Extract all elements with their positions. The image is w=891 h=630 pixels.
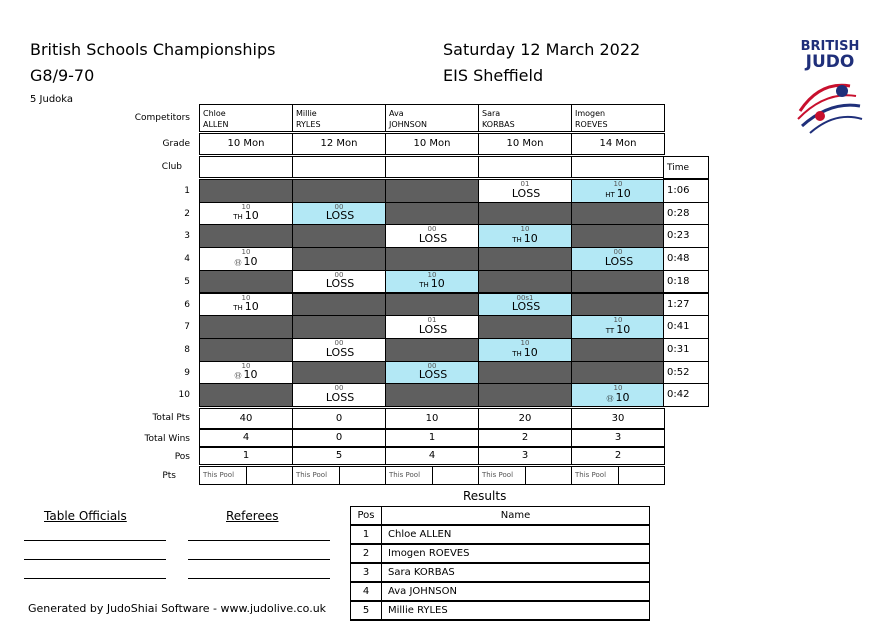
- bout-score: 00: [334, 270, 344, 279]
- bout-empty-cell: [292, 361, 386, 385]
- bout-result: [479, 300, 571, 315]
- signature-line: [188, 540, 330, 541]
- club-cell: [385, 156, 479, 178]
- bout-empty-cell: [199, 315, 293, 339]
- bout-result-cell: [571, 315, 665, 339]
- bout-empty-cell: [385, 202, 479, 226]
- competitor-name-cell: [199, 104, 293, 132]
- bout-number: 4: [184, 254, 190, 265]
- label-competitors: Competitors: [134, 113, 190, 123]
- referees-label: Referees: [226, 509, 279, 523]
- bout-result-cell: [385, 315, 479, 339]
- results-name: Ava JOHNSON: [381, 582, 650, 601]
- bout-score: 01: [520, 180, 530, 188]
- bout-score: 00: [427, 361, 437, 370]
- bout-score: 01: [427, 316, 437, 325]
- results-pos: 3: [350, 563, 382, 582]
- bout-score: 10: [427, 270, 437, 279]
- result-text: LOSS: [418, 232, 448, 246]
- bout-result-cell: [478, 338, 572, 362]
- competitor-first-name: Sara: [482, 109, 501, 118]
- signature-line: [188, 559, 330, 560]
- competitor-first-name: Chloe: [203, 109, 226, 118]
- grade-cell: 14 Mon: [571, 133, 665, 155]
- bout-score: 00: [334, 202, 344, 211]
- bout-result: [386, 323, 478, 338]
- bout-score: 10: [613, 180, 623, 188]
- bout-empty-cell: [478, 202, 572, 226]
- this-pool-label: This Pool: [203, 471, 235, 479]
- pool-points-divider: [246, 467, 247, 484]
- technique-code: TH: [233, 304, 243, 313]
- technique-code: TH: [419, 281, 429, 290]
- bout-time: 1:06: [663, 179, 709, 203]
- summary-cell: 2: [478, 429, 572, 447]
- result-text: 10: [616, 186, 631, 200]
- result-text: LOSS: [325, 209, 355, 223]
- result-text: 10: [244, 300, 259, 314]
- bout-result: [479, 346, 571, 361]
- bout-empty-cell: [478, 315, 572, 339]
- signature-line: [24, 559, 166, 560]
- bout-score: 00: [613, 248, 623, 257]
- bout-empty-cell: [385, 247, 479, 271]
- bout-result: [293, 346, 385, 361]
- pool-points-divider: [339, 467, 340, 484]
- bout-result-cell: [385, 361, 479, 385]
- pool-points-cell: [385, 466, 479, 485]
- bout-result: [293, 391, 385, 406]
- bout-result: [572, 255, 664, 270]
- technique-code: TH: [233, 213, 243, 222]
- bout-number: 3: [184, 231, 190, 242]
- bout-empty-cell: [199, 270, 293, 294]
- bout-result-cell: [385, 270, 479, 294]
- bout-result-cell: [571, 179, 665, 203]
- bout-score: 00: [334, 338, 344, 347]
- club-cell: [571, 156, 665, 178]
- technique-code: Ⓗ: [606, 394, 614, 403]
- bout-result: [200, 368, 292, 383]
- bout-empty-cell: [571, 270, 665, 294]
- bout-empty-cell: [478, 383, 572, 407]
- bout-result: [386, 368, 478, 383]
- club-cell: [292, 156, 386, 178]
- bout-empty-cell: [478, 270, 572, 294]
- bout-result: [386, 232, 478, 247]
- summary-cell: 5: [292, 447, 386, 465]
- bout-result: [200, 300, 292, 315]
- summary-cell: 0: [292, 408, 386, 429]
- judoka-count: 5 Judoka: [30, 94, 74, 105]
- bout-empty-cell: [478, 361, 572, 385]
- summary-cell: 1: [199, 447, 293, 465]
- signature-line: [24, 540, 166, 541]
- summary-cell: 3: [571, 429, 665, 447]
- bout-number: 1: [184, 186, 190, 196]
- pool-points-cell: [478, 466, 572, 485]
- bout-result-cell: [199, 247, 293, 271]
- bout-empty-cell: [571, 338, 665, 362]
- summary-cell: 40: [199, 408, 293, 429]
- summary-cell: 10: [385, 408, 479, 429]
- bout-empty-cell: [292, 179, 386, 203]
- signature-line: [24, 578, 166, 579]
- british-judo-logo: [790, 40, 870, 150]
- bout-result: [572, 391, 664, 406]
- technique-code: TH: [512, 236, 522, 245]
- logo-text-2: JUDO: [805, 52, 855, 72]
- bout-result-cell: [292, 270, 386, 294]
- bout-empty-cell: [292, 224, 386, 248]
- result-text: 10: [430, 277, 445, 291]
- bout-empty-cell: [571, 224, 665, 248]
- summary-label: Pos: [174, 452, 190, 462]
- result-text: LOSS: [511, 300, 541, 314]
- result-text: 10: [615, 390, 630, 404]
- bout-result: [572, 323, 664, 338]
- competitor-name-cell: [478, 104, 572, 132]
- competitor-last-name: ROEVES: [575, 120, 608, 129]
- bout-result-cell: [292, 202, 386, 226]
- grade-cell: 12 Mon: [292, 133, 386, 155]
- bout-number: 7: [184, 322, 190, 333]
- grade-cell: 10 Mon: [478, 133, 572, 155]
- bout-empty-cell: [292, 293, 386, 317]
- table-officials-label: Table Officials: [44, 509, 127, 523]
- bout-number: 10: [178, 390, 190, 401]
- summary-label: Pts: [162, 471, 176, 481]
- results-pos: 4: [350, 582, 382, 601]
- pool-points-divider: [525, 467, 526, 484]
- results-name: Millie RYLES: [381, 601, 650, 620]
- bout-result-cell: [292, 383, 386, 407]
- result-text: 10: [243, 254, 258, 268]
- bout-score: 10: [520, 225, 530, 234]
- bout-time: 1:27: [663, 293, 709, 317]
- result-text: LOSS: [418, 368, 448, 382]
- results-name: Sara KORBAS: [381, 563, 650, 582]
- result-text: LOSS: [325, 277, 355, 291]
- venue: EIS Sheffield: [443, 66, 544, 85]
- bout-empty-cell: [199, 224, 293, 248]
- bout-number: 6: [184, 299, 190, 310]
- bout-result-cell: [478, 293, 572, 317]
- bout-result: [479, 232, 571, 247]
- result-text: LOSS: [511, 186, 541, 200]
- bout-empty-cell: [199, 383, 293, 407]
- bout-score: 10: [613, 384, 623, 393]
- bout-time: 0:31: [663, 338, 709, 362]
- bout-number: 5: [184, 276, 190, 287]
- results-name-header: Name: [381, 506, 650, 525]
- result-text: LOSS: [418, 322, 448, 336]
- bout-result: [200, 209, 292, 224]
- competitor-name-cell: [571, 104, 665, 132]
- bout-score: 00: [427, 225, 437, 234]
- competitor-name-cell: [385, 104, 479, 132]
- summary-label: Total Wins: [144, 434, 190, 444]
- competitor-last-name: JOHNSON: [389, 120, 428, 129]
- bout-empty-cell: [199, 179, 293, 203]
- summary-cell: 4: [199, 429, 293, 447]
- club-cell: [199, 156, 293, 178]
- label-grade: Grade: [162, 139, 190, 149]
- bout-number: 9: [184, 367, 190, 378]
- bout-result: [293, 209, 385, 224]
- results-pos: 1: [350, 525, 382, 544]
- bout-empty-cell: [292, 315, 386, 339]
- this-pool-label: This Pool: [575, 471, 607, 479]
- bout-empty-cell: [385, 293, 479, 317]
- label-club: Club: [161, 162, 182, 172]
- judo-figure-icon: [790, 71, 870, 141]
- bout-score: 00: [334, 384, 344, 393]
- summary-cell: 4: [385, 447, 479, 465]
- bout-result-cell: [478, 179, 572, 203]
- results-name: Imogen ROEVES: [381, 544, 650, 563]
- bout-result-cell: [571, 247, 665, 271]
- summary-cell: 0: [292, 429, 386, 447]
- pool-points-divider: [432, 467, 433, 484]
- bout-score: 10: [241, 202, 251, 211]
- technique-code: HT: [605, 190, 615, 199]
- bout-result: [572, 187, 664, 202]
- grade-cell: 10 Mon: [385, 133, 479, 155]
- result-text: LOSS: [325, 345, 355, 359]
- bout-result: [293, 277, 385, 292]
- bout-time: 0:28: [663, 202, 709, 226]
- bout-time: 0:52: [663, 361, 709, 385]
- bout-time: 0:18: [663, 270, 709, 294]
- technique-code: TT: [605, 326, 615, 335]
- summary-cell: 1: [385, 429, 479, 447]
- bout-empty-cell: [385, 179, 479, 203]
- bout-result-cell: [571, 383, 665, 407]
- bout-empty-cell: [292, 247, 386, 271]
- this-pool-label: This Pool: [296, 471, 328, 479]
- bout-empty-cell: [199, 338, 293, 362]
- bout-empty-cell: [571, 293, 665, 317]
- pool-points-cell: [292, 466, 386, 485]
- footer-credit: Generated by JudoShiai Software - www.judolive.co.uk: [28, 602, 327, 615]
- summary-cell: 30: [571, 408, 665, 429]
- competitor-first-name: Ava: [389, 109, 404, 118]
- bout-score: 10: [241, 293, 251, 302]
- competitor-first-name: Millie: [296, 109, 317, 118]
- bout-result: [479, 187, 571, 202]
- event-title: British Schools Championships: [30, 40, 276, 59]
- results-name: Chloe ALLEN: [381, 525, 650, 544]
- bout-number: 8: [184, 344, 190, 355]
- bout-time: 0:23: [663, 224, 709, 248]
- bout-score: 00s1: [516, 293, 534, 302]
- results-pos: 5: [350, 601, 382, 620]
- bout-result-cell: [292, 338, 386, 362]
- competitor-name-cell: [292, 104, 386, 132]
- bout-result-cell: [199, 202, 293, 226]
- this-pool-label: This Pool: [482, 471, 514, 479]
- event-date: Saturday 12 March 2022: [443, 40, 641, 59]
- bout-score: 10: [241, 248, 251, 257]
- time-header: Time: [663, 156, 709, 179]
- bout-result-cell: [385, 224, 479, 248]
- result-text: LOSS: [604, 254, 634, 268]
- club-cell: [478, 156, 572, 178]
- bout-empty-cell: [385, 383, 479, 407]
- signature-line: [188, 578, 330, 579]
- result-text: 10: [244, 209, 259, 223]
- pool-points-cell: [571, 466, 665, 485]
- bout-empty-cell: [385, 338, 479, 362]
- bout-time: 0:41: [663, 315, 709, 339]
- category: G8/9-70: [30, 66, 95, 85]
- bout-score: 10: [613, 316, 623, 325]
- pool-points-cell: [199, 466, 293, 485]
- bout-empty-cell: [571, 202, 665, 226]
- result-text: 10: [616, 322, 631, 336]
- result-text: LOSS: [325, 390, 355, 404]
- results-pos: 2: [350, 544, 382, 563]
- competitor-last-name: KORBAS: [482, 120, 515, 129]
- summary-cell: 2: [571, 447, 665, 465]
- bout-score: 10: [520, 338, 530, 347]
- bout-time: 0:42: [663, 383, 709, 407]
- result-text: 10: [523, 345, 538, 359]
- competitor-last-name: RYLES: [296, 120, 321, 129]
- technique-code: TH: [512, 349, 522, 358]
- bout-empty-cell: [571, 361, 665, 385]
- technique-code: Ⓗ: [234, 258, 242, 267]
- bout-result-cell: [478, 224, 572, 248]
- results-heading: Results: [463, 489, 507, 503]
- summary-cell: 20: [478, 408, 572, 429]
- competitor-last-name: ALLEN: [203, 120, 229, 129]
- logo-text-1: BRITISH: [800, 39, 860, 54]
- pool-points-divider: [618, 467, 619, 484]
- bout-result-cell: [199, 361, 293, 385]
- result-text: 10: [523, 232, 538, 246]
- bout-empty-cell: [478, 247, 572, 271]
- summary-label: Total Pts: [152, 413, 190, 423]
- bout-result-cell: [199, 293, 293, 317]
- bout-result: [200, 255, 292, 270]
- bout-time: 0:48: [663, 247, 709, 271]
- bout-score: 10: [241, 361, 251, 370]
- bout-result: [386, 277, 478, 292]
- summary-cell: 3: [478, 447, 572, 465]
- results-pos-header: Pos: [350, 506, 382, 525]
- competitor-first-name: Imogen: [575, 109, 606, 118]
- technique-code: Ⓗ: [234, 372, 242, 381]
- result-text: 10: [243, 368, 258, 382]
- this-pool-label: This Pool: [389, 471, 421, 479]
- grade-cell: 10 Mon: [199, 133, 293, 155]
- bout-number: 2: [184, 208, 190, 219]
